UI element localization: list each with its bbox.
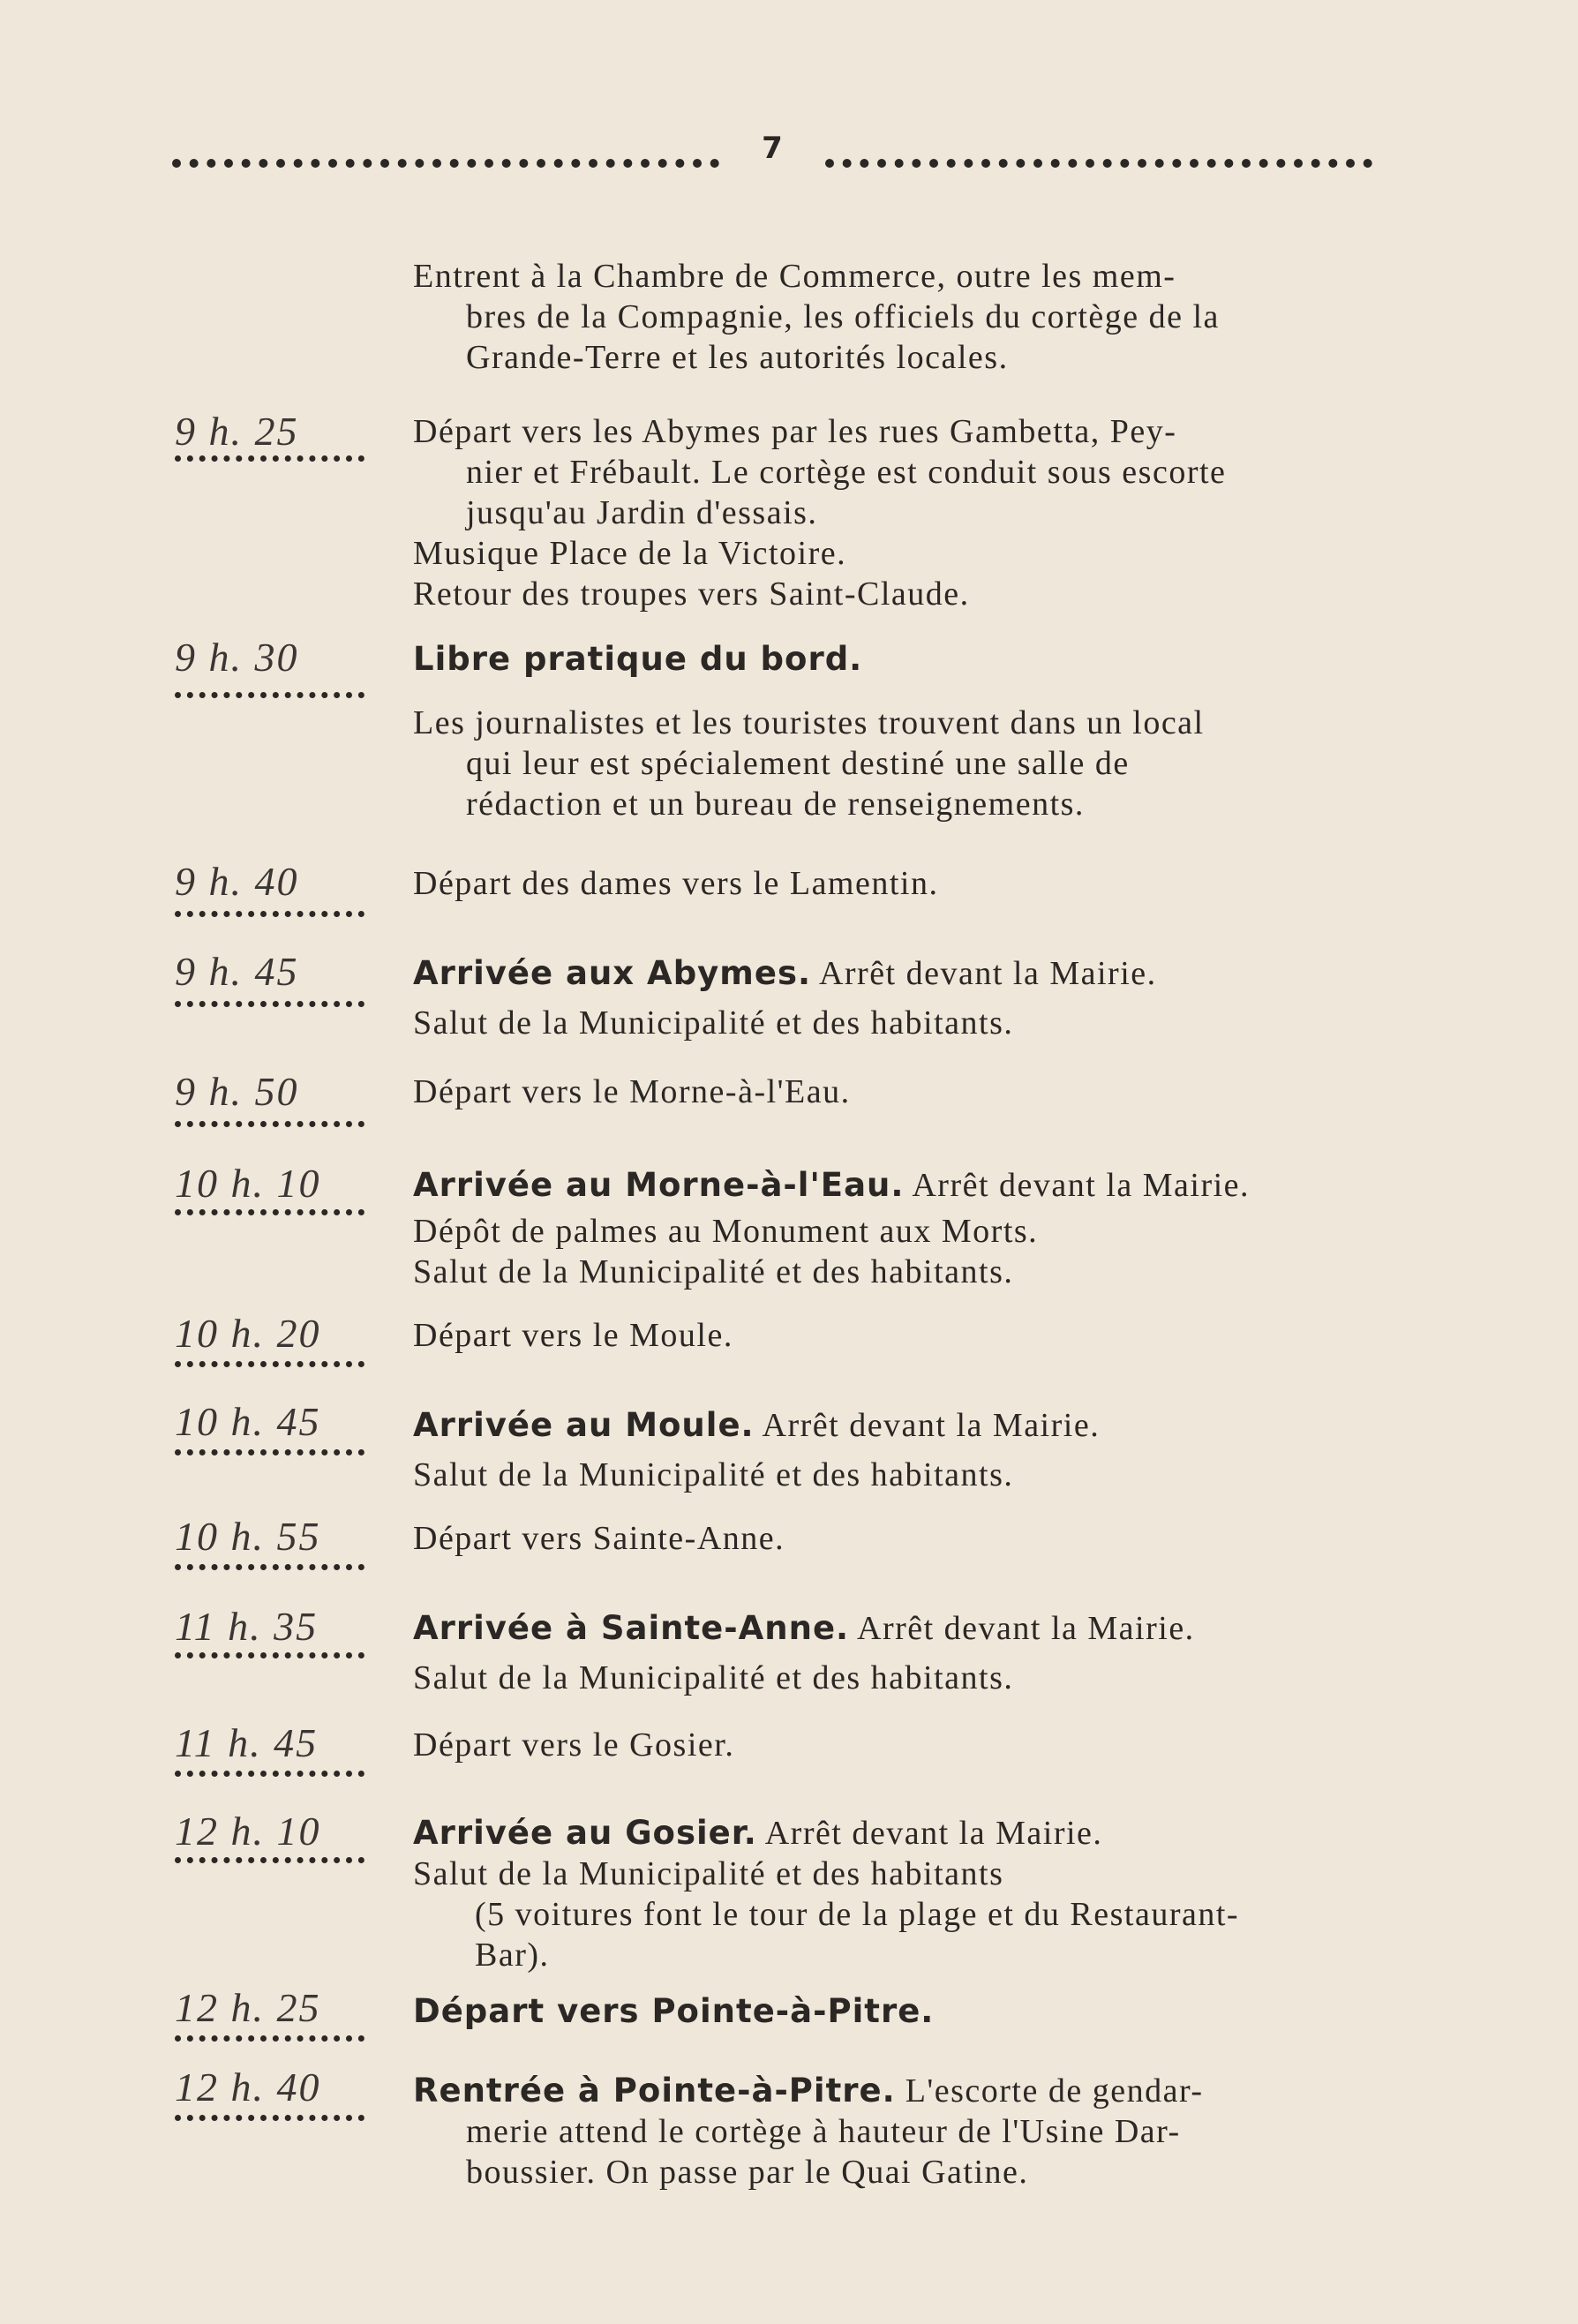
entry-time: 9 h. 50 xyxy=(175,1069,299,1114)
entry-extra-line: Retour des troupes vers Saint-Claude. xyxy=(413,575,970,613)
entry-heading: Arrivée à Sainte-Anne. xyxy=(413,1609,850,1647)
entry-extra-line: Salut de la Municipalité et des habitants. xyxy=(413,1004,1014,1042)
time-dotted-rule xyxy=(175,1356,364,1367)
entry-time: 9 h. 45 xyxy=(175,949,299,994)
entry-text: Départ vers le Moule. xyxy=(413,1317,733,1354)
entry-time: 10 h. 55 xyxy=(175,1514,321,1559)
entry-text-line: boussier. On passe par le Quai Gatine. xyxy=(466,2154,1029,2191)
time-dotted-rule xyxy=(175,1765,364,1777)
entry-text: Départ vers le Gosier. xyxy=(413,1726,735,1764)
entry-heading: Départ vers Pointe-à-Pitre. xyxy=(413,1992,935,2030)
header-dotted-rule-right xyxy=(825,150,1372,168)
entry-sub-line: Bar). xyxy=(475,1937,550,1974)
time-dotted-rule xyxy=(175,1559,364,1570)
page-number: 7 xyxy=(762,131,783,166)
entry-heading-line xyxy=(413,1405,1100,1446)
entry-heading-line xyxy=(413,2071,1204,2111)
header-dotted-rule-left xyxy=(172,150,719,168)
time-dotted-rule xyxy=(175,687,364,698)
entry-extra-line: Salut de la Municipalité et des habitants. xyxy=(413,1456,1014,1493)
time-dotted-rule xyxy=(175,906,364,917)
entry-text: Départ des dames vers le Lamentin. xyxy=(413,865,939,902)
entry-heading: Arrivée aux Abymes. xyxy=(413,954,812,992)
entry-extra-line: Salut de la Municipalité et des habitants. xyxy=(413,1253,1014,1290)
entry-heading: Arrivée au Moule. xyxy=(413,1406,755,1444)
entry-heading: Arrivée au Gosier. xyxy=(413,1814,757,1852)
page-header xyxy=(172,131,1372,166)
entry-text: Départ vers les Abymes par les rues Gambetta, Pey- xyxy=(413,413,1177,450)
intro-line-1: Entrent à la Chambre de Commerce, outre les mem- xyxy=(413,258,1176,295)
entry-time: 10 h. 45 xyxy=(175,1399,321,1444)
entry-text: Départ vers Sainte-Anne. xyxy=(413,1520,785,1557)
entry-time: 10 h. 20 xyxy=(175,1311,321,1356)
entry-extra-line: Salut de la Municipalité et des habitants xyxy=(413,1855,1004,1892)
time-dotted-rule xyxy=(175,1116,364,1127)
entry-heading-line xyxy=(413,1813,1102,1854)
entry-time: 11 h. 45 xyxy=(175,1720,319,1765)
time-dotted-rule xyxy=(175,2110,364,2121)
intro-line-2: bres de la Compagnie, les officiels du cortège de la xyxy=(466,298,1220,335)
entry-text: Arrêt devant la Mairie. xyxy=(912,1167,1251,1204)
entry-time: 9 h. 25 xyxy=(175,409,299,454)
entry-time: 12 h. 10 xyxy=(175,1809,321,1854)
entry-text: Arrêt devant la Mairie. xyxy=(762,1407,1101,1444)
entry-time: 9 h. 40 xyxy=(175,859,299,904)
entry-extra-line: qui leur est spécialement destiné une salle de xyxy=(466,745,1130,782)
entry-time: 12 h. 25 xyxy=(175,1985,321,2030)
entry-text-line: nier et Frébault. Le cortège est conduit sous escorte xyxy=(466,454,1227,491)
entry-text: Arrêt devant la Mairie. xyxy=(818,955,1157,992)
intro-line-3: Grande-Terre et les autorités locales. xyxy=(466,339,1009,376)
entry-text-line: jusqu'au Jardin d'essais. xyxy=(466,494,818,531)
entry-extra-line: Salut de la Municipalité et des habitants. xyxy=(413,1659,1014,1696)
entry-heading: Arrivée au Morne-à-l'Eau. xyxy=(413,1166,905,1204)
time-dotted-rule xyxy=(175,2030,364,2042)
time-dotted-rule xyxy=(175,450,364,462)
entry-time: 11 h. 35 xyxy=(175,1604,319,1649)
entry-extra-line: Dépôt de palmes au Monument aux Morts. xyxy=(413,1213,1039,1250)
entry-extra-line: rédaction et un bureau de renseignements. xyxy=(466,786,1085,823)
time-dotted-rule xyxy=(175,1852,364,1863)
entry-heading-line xyxy=(413,953,1157,994)
entry-text: Départ vers le Morne-à-l'Eau. xyxy=(413,1073,851,1110)
entry-text: Arrêt devant la Mairie. xyxy=(857,1610,1195,1647)
entry-sub-line: (5 voitures font le tour de la plage et du Restaurant- xyxy=(475,1896,1240,1933)
entry-extra-line: Les journalistes et les touristes trouvent dans un local xyxy=(413,704,1205,741)
entry-text: L'escorte de gendar- xyxy=(905,2072,1204,2110)
entry-time: 12 h. 40 xyxy=(175,2065,321,2110)
entry-heading: Rentrée à Pointe-à-Pitre. xyxy=(413,2072,896,2110)
entry-heading: Libre pratique du bord. xyxy=(413,640,863,678)
entry-time: 10 h. 10 xyxy=(175,1161,321,1206)
entry-heading-line xyxy=(413,1165,1250,1206)
entry-time: 9 h. 30 xyxy=(175,635,299,680)
entry-extra-line: Musique Place de la Victoire. xyxy=(413,535,847,572)
entry-text: Arrêt devant la Mairie. xyxy=(764,1815,1103,1852)
entry-heading-line xyxy=(413,1608,1195,1649)
time-dotted-rule xyxy=(175,1204,364,1215)
time-dotted-rule xyxy=(175,996,364,1007)
time-dotted-rule xyxy=(175,1444,364,1455)
time-dotted-rule xyxy=(175,1647,364,1658)
entry-text-line: merie attend le cortège à hauteur de l'Usine Dar- xyxy=(466,2113,1181,2150)
